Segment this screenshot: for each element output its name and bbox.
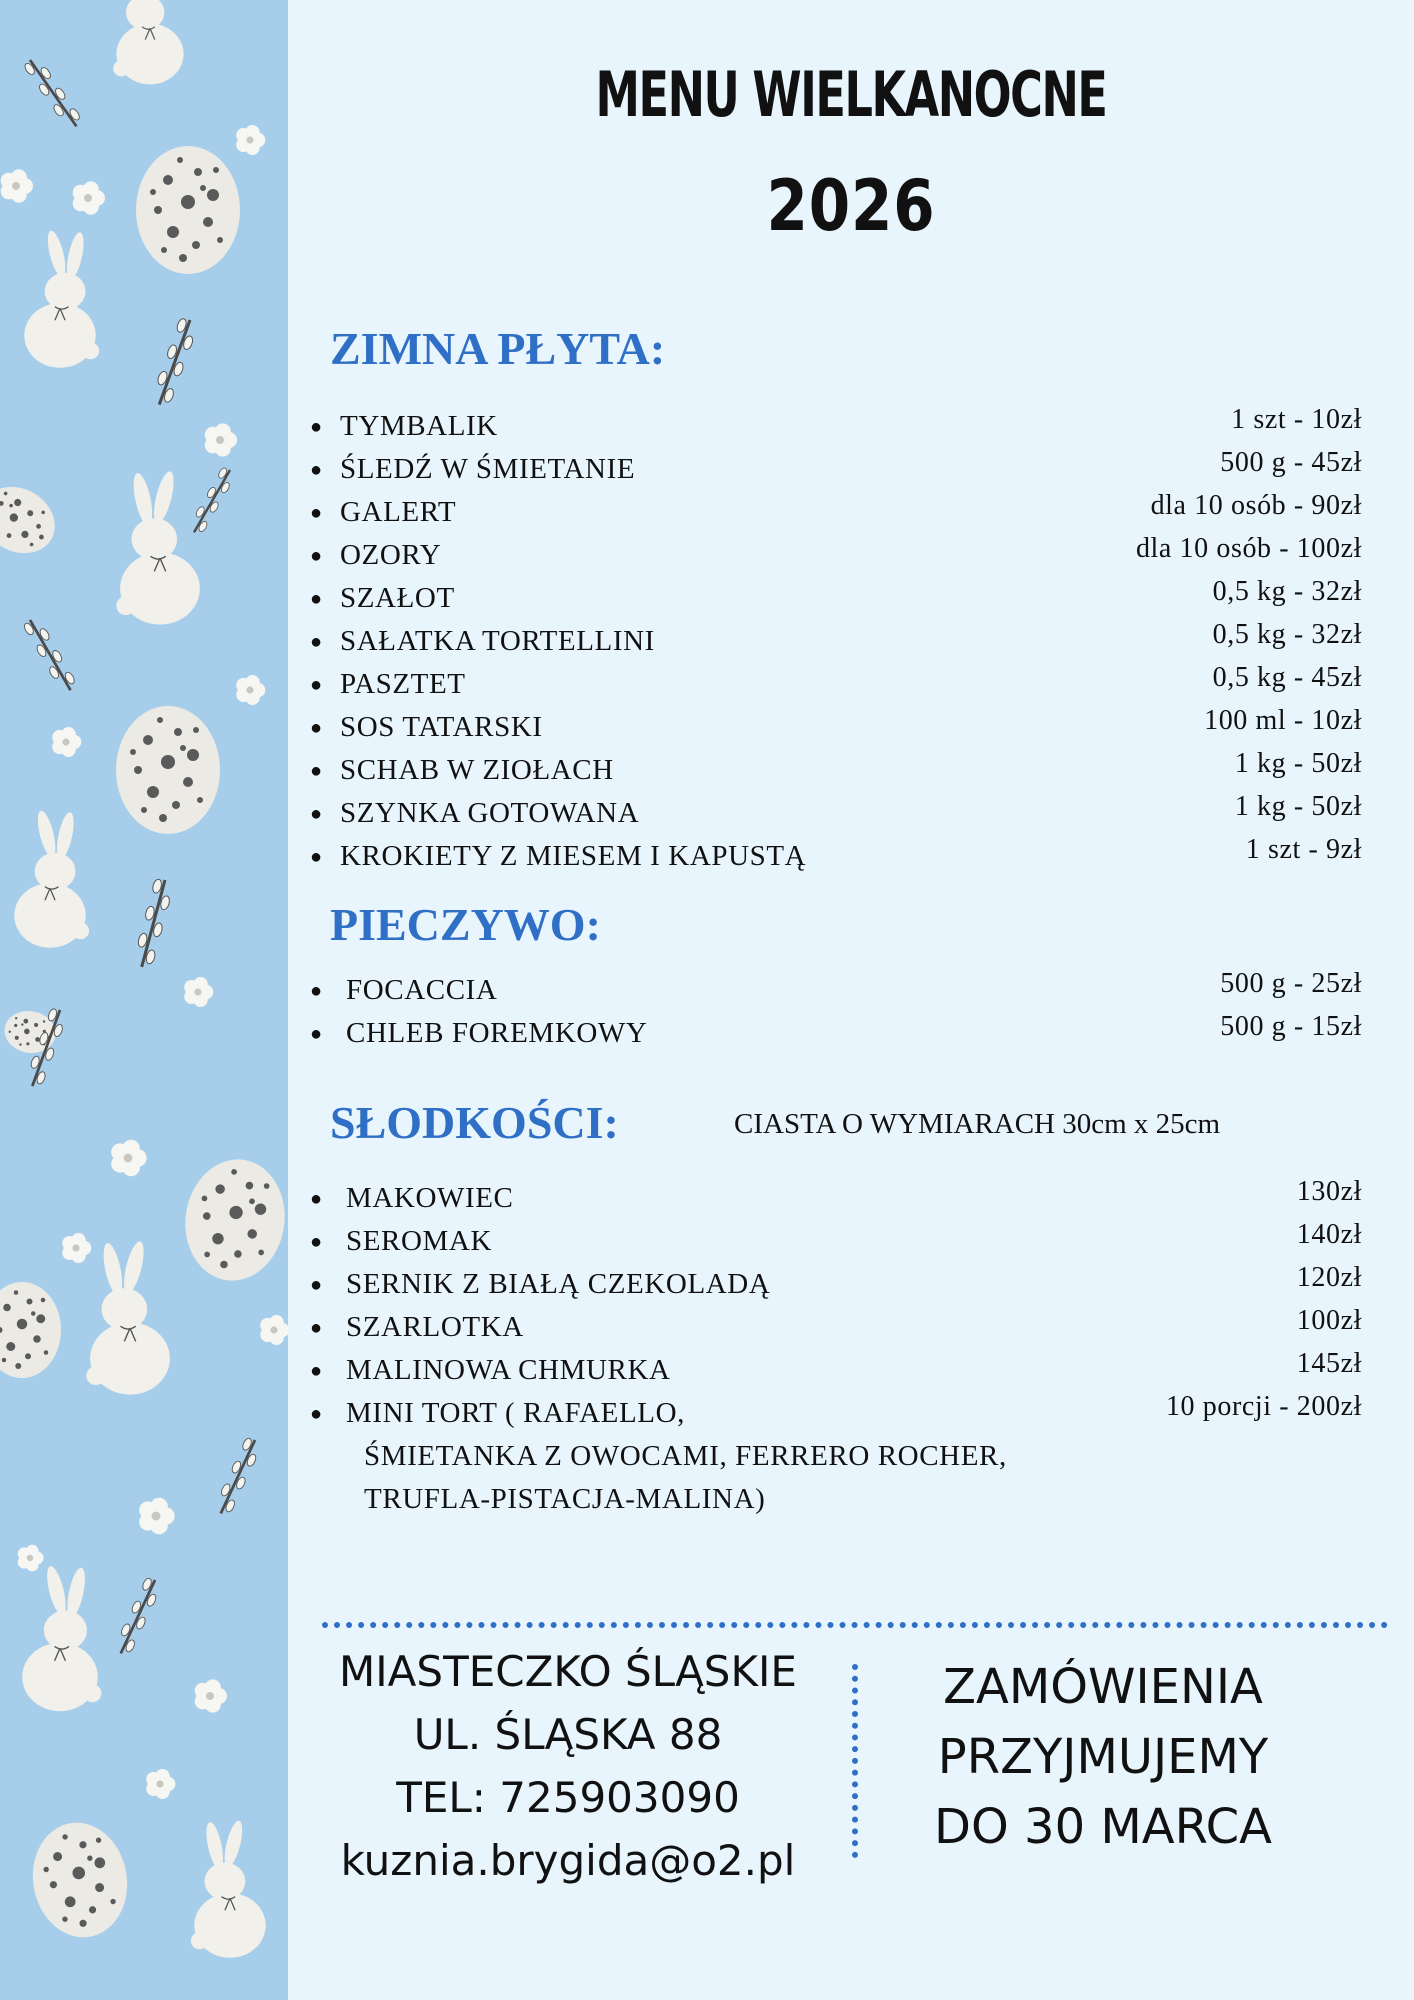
menu-item bbox=[310, 662, 1380, 708]
menu-item bbox=[310, 1262, 1380, 1308]
bullet-icon: ● bbox=[310, 1023, 323, 1045]
menu-item bbox=[310, 1011, 1380, 1057]
item-name: MINI TORT ( RAFAELLO, bbox=[346, 1397, 685, 1429]
item-price: 100 ml - 10zł bbox=[1204, 705, 1362, 736]
menu-item bbox=[310, 791, 1380, 837]
bullet-icon: ● bbox=[310, 631, 323, 653]
menu-item bbox=[310, 1305, 1380, 1351]
menu-year: 2026 bbox=[766, 165, 936, 247]
bullet-icon: ● bbox=[310, 1403, 323, 1425]
flower-icon bbox=[146, 1769, 175, 1799]
egg-icon bbox=[24, 1815, 136, 1945]
willow-branch-icon bbox=[113, 1576, 164, 1657]
cake-size-note: CIASTA O WYMIARACH 30cm x 25cm bbox=[734, 1108, 1221, 1140]
contact-street: UL. ŚLĄSKA 88 bbox=[413, 1710, 723, 1759]
item-price: 140zł bbox=[1296, 1219, 1362, 1250]
item-price: 500 g - 45zł bbox=[1220, 447, 1362, 478]
item-name: SCHAB W ZIOŁACH bbox=[340, 754, 614, 786]
item-name: GALERT bbox=[340, 496, 457, 528]
menu-item bbox=[310, 1348, 1380, 1394]
item-name: CHLEB FOREMKOWY bbox=[346, 1017, 648, 1049]
dotted-vertical-divider bbox=[852, 1664, 858, 1858]
item-price: 1 szt - 10zł bbox=[1231, 404, 1362, 435]
item-name: MALINOWA CHMURKA bbox=[346, 1354, 671, 1386]
orders-line-2: PRZYJMUJEMY bbox=[937, 1729, 1269, 1785]
item-name: SZARLOTKA bbox=[346, 1311, 524, 1343]
bunny-icon bbox=[191, 1819, 266, 1958]
item-price: 500 g - 15zł bbox=[1220, 1011, 1362, 1042]
bullet-icon: ● bbox=[310, 545, 323, 567]
item-name: KROKIETY Z MIESEM I KAPUSTĄ bbox=[340, 840, 807, 872]
item-continuation: TRUFLA-PISTACJA-MALINA) bbox=[364, 1483, 766, 1515]
menu-item bbox=[310, 490, 1380, 536]
item-name: TYMBALIK bbox=[340, 410, 498, 442]
flower-icon bbox=[205, 423, 237, 456]
egg-icon bbox=[0, 474, 67, 566]
dotted-divider bbox=[322, 1622, 1388, 1628]
item-name: SZAŁOT bbox=[340, 582, 455, 614]
item-name: OZORY bbox=[340, 539, 442, 571]
bullet-icon: ● bbox=[310, 717, 323, 739]
item-price: 120zł bbox=[1296, 1262, 1362, 1293]
menu-item bbox=[310, 705, 1380, 751]
item-price: 1 kg - 50zł bbox=[1234, 748, 1362, 779]
flower-icon bbox=[139, 1498, 175, 1535]
bullet-icon: ● bbox=[310, 803, 323, 825]
menu-title: MENU WIELKANOCNE bbox=[595, 58, 1107, 131]
menu-item bbox=[310, 619, 1380, 665]
menu-item bbox=[310, 834, 1380, 880]
item-name: SAŁATKA TORTELLINI bbox=[340, 625, 655, 657]
item-name: SOS TATARSKI bbox=[340, 711, 543, 743]
willow-branch-icon bbox=[22, 616, 78, 695]
bunny-icon bbox=[86, 1240, 170, 1395]
item-price: 1 szt - 9zł bbox=[1245, 834, 1362, 865]
item-price: 1 kg - 50zł bbox=[1234, 791, 1362, 822]
flower-icon bbox=[236, 125, 265, 155]
willow-branch-icon bbox=[132, 877, 175, 969]
flower-icon bbox=[73, 181, 105, 214]
bunny-icon bbox=[24, 229, 99, 368]
flower-icon bbox=[195, 1679, 227, 1712]
bunny-icon bbox=[116, 470, 200, 625]
egg-icon bbox=[0, 1282, 61, 1378]
item-price: 500 g - 25zł bbox=[1220, 968, 1362, 999]
flower-icon bbox=[1, 169, 33, 202]
item-name: SERNIK Z BIAŁĄ CZEKOLADĄ bbox=[346, 1268, 771, 1300]
flower-icon bbox=[52, 727, 81, 757]
item-price: 100zł bbox=[1296, 1305, 1362, 1336]
bunny-icon bbox=[113, 0, 183, 84]
item-price: 0,5 kg - 32zł bbox=[1212, 619, 1362, 650]
item-price: 130zł bbox=[1296, 1176, 1362, 1207]
item-name: SEROMAK bbox=[346, 1225, 492, 1257]
menu-item bbox=[310, 533, 1380, 579]
bullet-icon: ● bbox=[310, 846, 323, 868]
item-name: FOCACCIA bbox=[346, 974, 498, 1006]
item-price: dla 10 osób - 90zł bbox=[1150, 490, 1362, 521]
section-heading-sweets: SŁODKOŚCI: bbox=[330, 1097, 619, 1148]
bullet-icon: ● bbox=[310, 1274, 323, 1296]
flower-icon bbox=[236, 675, 265, 705]
bullet-icon: ● bbox=[310, 1317, 323, 1339]
item-name: MAKOWIEC bbox=[346, 1182, 514, 1214]
bullet-icon: ● bbox=[310, 588, 323, 610]
menu-item bbox=[310, 968, 1380, 1014]
bullet-icon: ● bbox=[310, 980, 323, 1002]
item-price: 145zł bbox=[1296, 1348, 1362, 1379]
item-name: PASZTET bbox=[340, 668, 466, 700]
flower-icon bbox=[62, 1233, 91, 1263]
willow-branch-icon bbox=[213, 1436, 264, 1517]
section-heading-bread: PIECZYWO: bbox=[330, 899, 601, 950]
egg-icon bbox=[116, 706, 220, 834]
contact-town: MIASTECZKO ŚLĄSKIE bbox=[339, 1647, 797, 1696]
menu-item bbox=[310, 748, 1380, 794]
bullet-icon: ● bbox=[310, 416, 323, 438]
orders-line-1: ZAMÓWIENIA bbox=[943, 1659, 1263, 1715]
willow-branch-icon bbox=[23, 55, 84, 132]
egg-icon bbox=[178, 1153, 288, 1287]
contact-email[interactable]: kuznia.brygida@o2.pl bbox=[340, 1836, 796, 1885]
menu-content bbox=[288, 0, 1414, 2000]
bullet-icon: ● bbox=[310, 760, 323, 782]
decorative-sidebar bbox=[0, 0, 288, 2000]
item-price: 10 porcji - 200zł bbox=[1165, 1391, 1362, 1422]
egg-icon bbox=[136, 146, 240, 274]
section-heading-cold: ZIMNA PŁYTA: bbox=[330, 323, 666, 374]
menu-item bbox=[310, 404, 1380, 450]
flower-icon bbox=[184, 977, 213, 1007]
bullet-icon: ● bbox=[310, 502, 323, 524]
contact-block bbox=[288, 1640, 848, 1892]
bullet-icon: ● bbox=[310, 459, 323, 481]
bullet-icon: ● bbox=[310, 674, 323, 696]
item-name: ŚLEDŹ W ŚMIETANIE bbox=[340, 453, 636, 485]
item-name: SZYNKA GOTOWANA bbox=[340, 797, 640, 829]
menu-item bbox=[310, 1219, 1380, 1265]
menu-item bbox=[310, 576, 1380, 622]
orders-line-3: DO 30 MARCA bbox=[934, 1799, 1272, 1855]
item-price: dla 10 osób - 100zł bbox=[1135, 533, 1362, 564]
menu-item bbox=[310, 1176, 1380, 1222]
item-price: 0,5 kg - 32zł bbox=[1212, 576, 1362, 607]
contact-phone[interactable]: TEL: 725903090 bbox=[396, 1773, 740, 1822]
bullet-icon: ● bbox=[310, 1188, 323, 1210]
bullet-icon: ● bbox=[310, 1231, 323, 1253]
item-price: 0,5 kg - 45zł bbox=[1212, 662, 1362, 693]
bullet-icon: ● bbox=[310, 1360, 323, 1382]
item-continuation: ŚMIETANKA Z OWOCAMI, FERRERO ROCHER, bbox=[364, 1440, 1007, 1472]
easter-pattern bbox=[0, 0, 288, 2000]
bunny-icon bbox=[14, 809, 89, 948]
flower-icon bbox=[18, 1545, 44, 1572]
flower-icon bbox=[260, 1315, 288, 1345]
flower-icon bbox=[111, 1140, 147, 1177]
orders-deadline bbox=[888, 1652, 1318, 1862]
menu-item bbox=[310, 1391, 1380, 1437]
menu-item bbox=[310, 447, 1380, 493]
willow-branch-icon bbox=[150, 317, 200, 408]
willow-branch-icon bbox=[187, 466, 237, 536]
bunny-icon bbox=[22, 1564, 101, 1711]
